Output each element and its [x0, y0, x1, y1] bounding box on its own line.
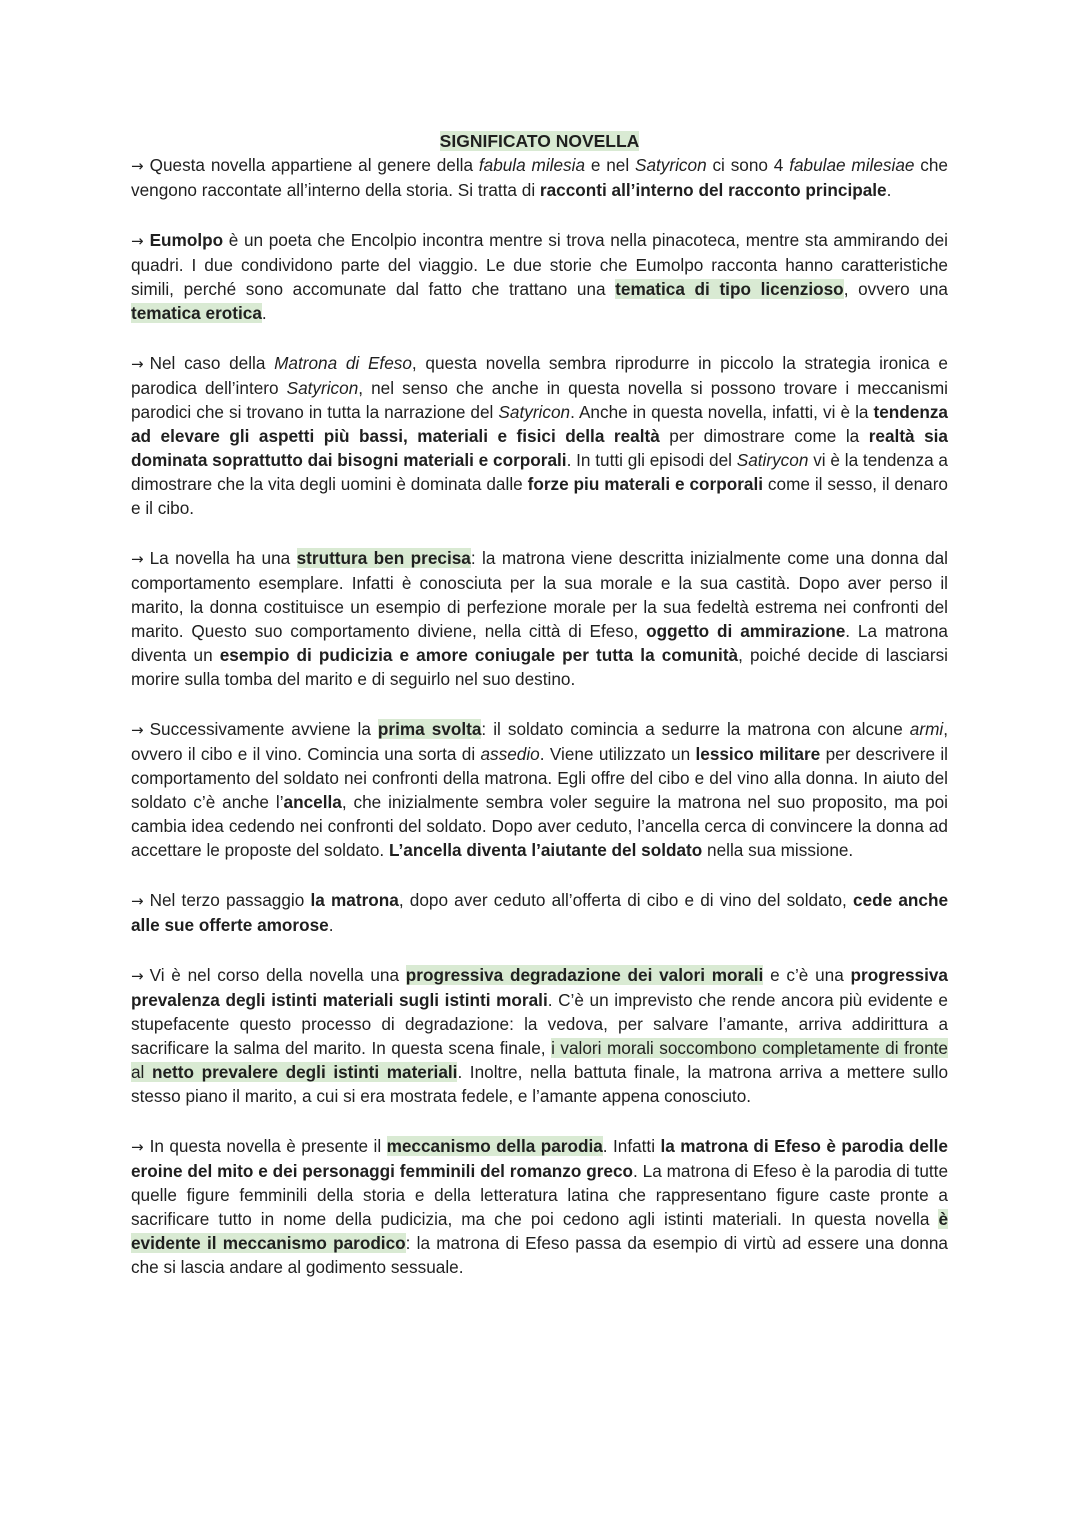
highlighted-text: struttura ben precisa: [296, 548, 471, 568]
text-run: . In tutti gli episodi del: [566, 450, 737, 470]
paragraph-list: [131, 153, 948, 1279]
text-run: come il sesso, il denaro e il cibo.: [131, 474, 948, 518]
italic-text: Satyricon: [498, 402, 571, 422]
text-run: .: [328, 915, 334, 935]
italic-text: Satirycon: [736, 450, 809, 470]
text-run: , questa novella sembra riprodurre in piccolo la strategia ironica e parodica dell’intero: [131, 353, 948, 398]
text-run: per dimostrare come la: [659, 426, 869, 446]
bold-text: oggetto di ammirazione: [646, 621, 846, 641]
paragraph: [131, 1134, 948, 1279]
document-body: [131, 129, 948, 1279]
highlighted-text: progressiva degradazione dei valori morali: [405, 965, 764, 985]
text-run: , ovvero una: [843, 279, 948, 299]
text-run: , ovvero il cibo e il vino. Comincia una sorta di: [131, 719, 948, 764]
text-run: La novella ha una: [149, 548, 297, 568]
arrow-icon: →: [131, 550, 144, 568]
bold-text: lessico militare: [695, 744, 821, 764]
highlighted-text: è evidente il meccanismo parodico: [131, 1209, 948, 1253]
italic-text: Satyricon: [634, 155, 707, 175]
highlighted-text: netto prevalere degli istinti materiali: [151, 1062, 458, 1082]
bold-text: la matrona di Efeso è parodia delle eroine del mito e dei personaggi femminili del romanzo greco: [131, 1136, 948, 1181]
highlighted-text: tematica di tipo licenzioso: [615, 279, 844, 299]
arrow-icon: →: [131, 232, 144, 250]
text-run: che vengono raccontate all’interno della storia. Si tratta di: [131, 155, 948, 200]
paragraph: [131, 888, 948, 937]
text-run: : la matrona viene descritta inizialmente come una donna dal comportamento esemplare. Infatti è conosciuta per la sua morale e la sua castità. Dopo aver perso il marito, la donna costituisce un esempio di perfezione morale per la sua fedeltà estrema nei confronti del marito. Questo suo comportamento diviene, nella città di Efeso,: [131, 548, 949, 641]
text-run: . Viene utilizzato un: [539, 744, 696, 764]
paragraph: [131, 153, 948, 202]
text-run: Nel terzo passaggio: [149, 890, 311, 910]
text-run: . Infatti: [602, 1136, 661, 1156]
text-run: per descrivere il comportamento del soldato nei confronti della matrona. Egli offre del cibo e del vino alla donna. In aiuto del soldato c’è anche l’: [131, 744, 949, 812]
bold-text: ancella: [283, 792, 342, 812]
italic-text: assedio: [480, 744, 540, 764]
text-run: . C’è un imprevisto che rende ancora più evidente e stupefacente questo processo di degradazione: la vedova, per salvare l’amante, arriva addirittura a sacrificare la salma del marito. In questa scena finale,: [131, 990, 948, 1058]
bold-text: forze piu materali e corporali: [527, 474, 764, 494]
text-run: ci sono 4: [706, 155, 790, 175]
text-run: , che inizialmente sembra voler seguire la matrona nel suo proposito, ma poi cambia idea cedendo nei confronti del soldato. Dopo aver ceduto, l’ancella cerca di convincere la donna ad accettare le proposte del soldato.: [131, 792, 949, 860]
page-title: [131, 129, 948, 153]
text-run: nella sua missione.: [702, 840, 854, 860]
italic-text: Satyricon: [286, 378, 359, 398]
text-run: : la matrona di Efeso passa da esempio di virtù ad essere una donna che si lascia andare al godimento sessuale.: [131, 1233, 948, 1277]
arrow-icon: →: [131, 157, 144, 175]
highlighted-text: i valori morali soccombono completamente di fronte al: [131, 1038, 948, 1082]
bold-text: tendenza ad elevare gli aspetti più bassi, materiali e fisici della realtà: [131, 402, 948, 446]
text-run: , dopo aver ceduto all’offerta di cibo e di vino del soldato,: [398, 890, 853, 910]
bold-text: esempio di pudicizia e amore coniugale per tutta la comunità: [219, 645, 739, 665]
text-run: Vi è nel corso della novella una: [149, 965, 406, 985]
text-run: . Anche in questa novella, infatti, vi è la: [570, 402, 874, 422]
text-run: Nel caso della: [149, 353, 275, 373]
paragraph: [131, 351, 948, 520]
arrow-icon: →: [131, 967, 144, 985]
text-run: vi è la tendenza a dimostrare che la vita degli uomini è dominata dalle: [131, 450, 948, 494]
text-run: , poiché decide di lasciarsi morire sulla tomba del marito e di seguirlo nel suo destino.: [131, 645, 948, 689]
text-run: . La matrona di Efeso è la parodia di tutte quelle figure femminili della storia e della letteratura latina che rappresentano figure caste pronte a sacrificare tutto in nome della pudicizia, ma che poi cedono agli istinti materiali. In questa novella: [131, 1161, 948, 1229]
title-highlight: SIGNIFICATO NOVELLA: [439, 131, 640, 151]
bold-text: cede anche alle sue offerte amorose: [131, 890, 948, 935]
bold-text: la matrona: [310, 890, 399, 910]
italic-text: Matrona di Efeso: [274, 353, 412, 373]
italic-text: armi: [909, 719, 944, 739]
arrow-icon: →: [131, 1138, 144, 1156]
bold-text: Eumolpo: [149, 230, 224, 250]
arrow-icon: →: [131, 355, 144, 373]
text-run: Successivamente avviene la: [149, 719, 378, 739]
text-run: . Inoltre, nella battuta finale, la matrona arriva a mettere sullo stesso piano il marito, a cui si era mostrata fedele, e l’amante appena conosciuto.: [131, 1062, 948, 1106]
arrow-icon: →: [131, 892, 144, 910]
bold-text: L’ancella diventa l’aiutante del soldato: [388, 840, 703, 860]
text-run: .: [886, 180, 892, 200]
text-run: Questa novella appartiene al genere della: [149, 155, 479, 175]
italic-text: fabulae milesiae: [789, 155, 915, 175]
bold-text: racconti all’interno del racconto principale: [539, 180, 887, 200]
text-run: è un poeta che Encolpio incontra mentre si trova nella pinacoteca, mentre sta ammirando dei quadri. I due condividono parte del viaggio. Le due storie che Eumolpo racconta hanno caratteristiche simili, perché sono accomunate dal fatto che trattano una: [131, 230, 948, 299]
italic-text: fabula milesia: [478, 155, 585, 175]
text-run: . La matrona diventa un: [131, 621, 948, 665]
text-run: , nel senso che anche in questa novella si possono trovare i meccanismi parodici che si trovano in tutta la narrazione del: [131, 378, 948, 422]
highlighted-text: prima svolta: [377, 719, 482, 739]
paragraph: [131, 546, 948, 691]
highlighted-text: meccanismo della parodia: [386, 1136, 603, 1156]
arrow-icon: →: [131, 721, 144, 739]
text-run: e nel: [585, 155, 635, 175]
text-run: : il soldato comincia a sedurre la matrona con alcune: [481, 719, 910, 739]
text-run: .: [261, 303, 267, 323]
paragraph: [131, 228, 948, 325]
bold-text: realtà sia dominata soprattutto dai bisogni materiali e corporali: [131, 426, 948, 470]
paragraph: [131, 963, 948, 1108]
highlighted-text: tematica erotica: [131, 303, 262, 323]
text-run: e c’è una: [763, 965, 851, 985]
paragraph: [131, 717, 948, 862]
text-run: In questa novella è presente il: [149, 1136, 387, 1156]
bold-text: progressiva prevalenza degli istinti materiali sugli istinti morali: [131, 965, 948, 1010]
